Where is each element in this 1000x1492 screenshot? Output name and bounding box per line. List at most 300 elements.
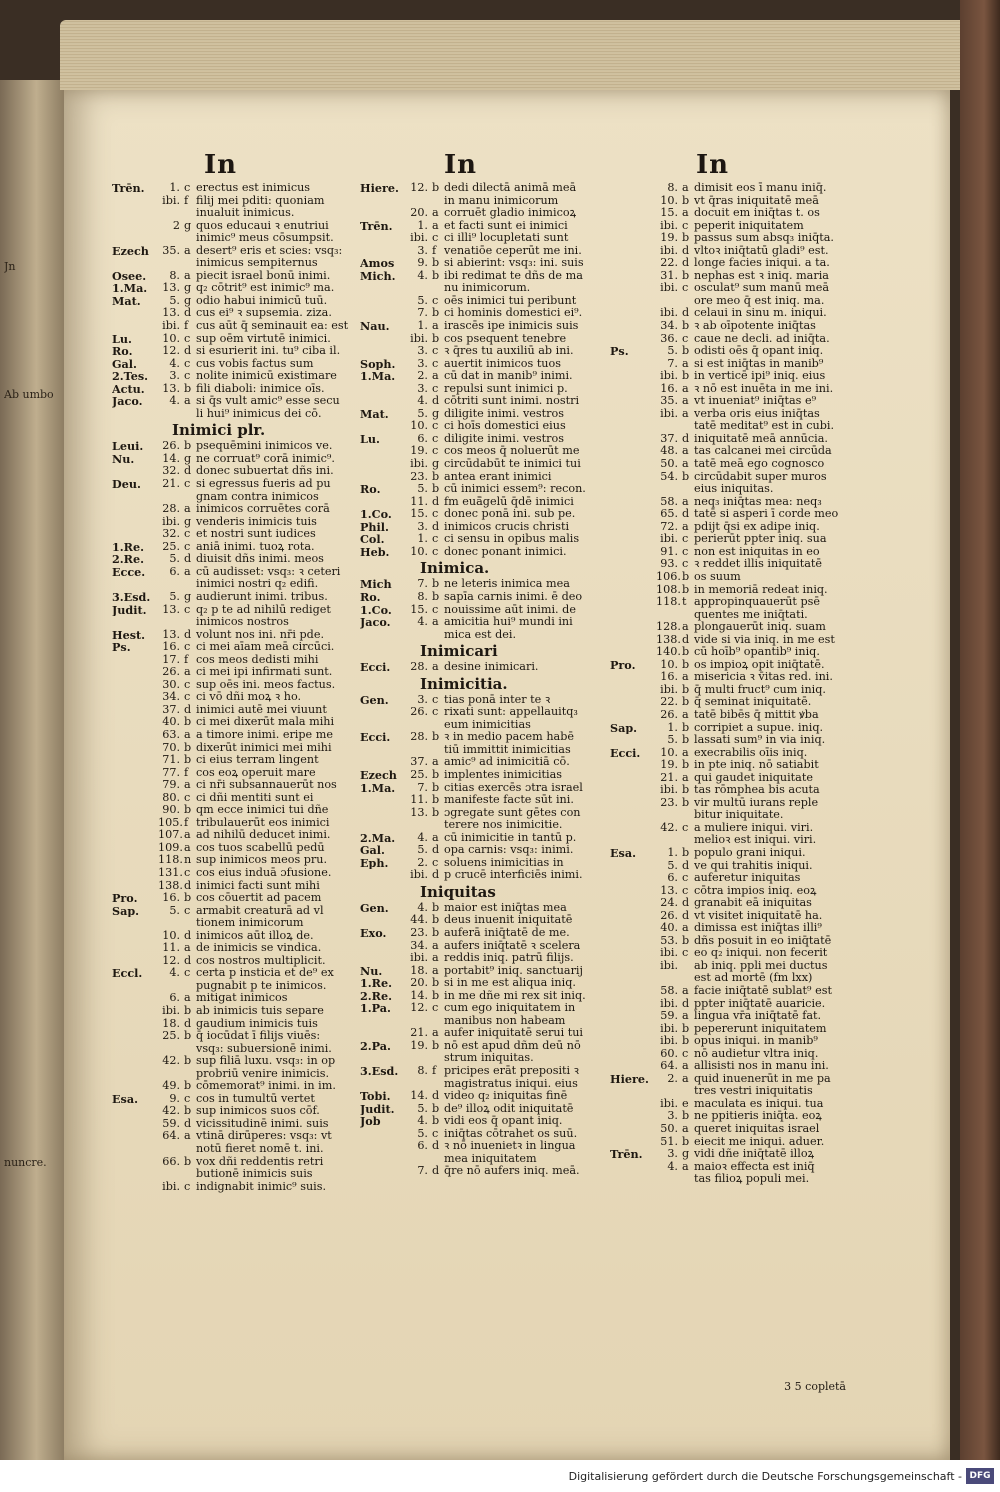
entry-text: nu inimicorum. [444,282,531,295]
entry-text: quos educaui ꝛ enutriui [196,219,329,232]
section-letter: b [184,1105,192,1118]
index-line [360,744,600,757]
book-ref [360,471,406,484]
entry-text: et nostri sunt iudices [196,528,316,541]
section-letter: d [682,307,690,320]
chapter-number [158,578,184,591]
book-ref [610,245,656,258]
entry-text: rixati sunt: appellauitq₃ [444,706,578,719]
section-letter: d [432,844,440,857]
chapter-number: 5. [417,407,428,420]
chapter-number: ibi. [660,307,678,320]
index-line [610,358,850,371]
entry-text: ppter iniq̄tatē auaricie. [694,997,826,1010]
book-ref [610,358,656,371]
index-line [112,358,352,371]
chapter-number: 5. [417,294,428,307]
index-line [610,207,850,220]
section-letter: g [682,1148,690,1161]
section-letter [432,282,444,295]
index-line [360,445,600,458]
chapter-number: 66. [162,1155,180,1168]
book-ref [112,955,158,968]
index-line [112,1156,352,1169]
entry-text: iniquitatē meā annūcia. [694,432,828,445]
section-letter [682,609,694,622]
book-ref: Ro. [112,345,133,358]
chapter-number [656,609,682,622]
book-ref [610,960,656,973]
chapter-number: ibi. [660,683,678,696]
index-line [360,807,600,820]
book-ref: 1.Ma. [112,282,148,295]
chapter-number: 26. [162,666,180,679]
index-line [610,571,850,584]
section-letter: b [682,1022,690,1035]
index-line [360,914,600,927]
book-ref [610,596,656,609]
index-line [610,1073,850,1086]
section-letter: c [184,1092,191,1105]
entry-text: inimicus sempiternus [196,257,318,270]
chapter-number [158,1168,184,1181]
book-ref [610,1161,656,1174]
index-line [112,207,352,220]
book-ref: Ecce. [112,565,146,579]
chapter-number: 9. [417,257,428,270]
entry-text: in memoriā redeat iniq. [694,583,828,596]
index-line [360,756,600,769]
entry-text: cus vobis factus sum [196,357,314,370]
index-line [360,706,600,719]
section-letter: a [432,952,439,965]
index-line [112,641,352,654]
chapter-number: 72. [660,520,678,533]
chapter-number: 7. [417,781,428,794]
book-ref: Lu. [360,432,380,446]
chapter-number: 4. [417,1115,428,1128]
book-ref [112,1055,158,1068]
entry-text: cū hoīb⁹ opantib⁹ iniq. [694,646,820,659]
entry-text: fili diaboli: inimice oīs. [196,382,325,395]
entry-text: maculata es iniqui. tua [694,1097,824,1110]
index-line [112,842,352,855]
book-ref [112,992,158,1005]
section-letter: d [432,869,440,882]
chapter-number: 64. [660,1060,678,1073]
book-ref [610,182,656,195]
book-ref: Ro. [360,483,381,496]
chapter-number: ibi. [660,533,678,546]
entry-text: gaudium inimicis tuis [196,1017,318,1030]
chapter-number: 17. [162,653,180,666]
footer-bar [0,1460,1000,1492]
book-ref [610,383,656,396]
section-letter: a [432,219,439,232]
entry-text: non est iniquitas in eo [694,545,820,558]
entry-text: sup filiā luxu. vsq₃: in op [196,1055,336,1068]
section-letter: a [682,407,689,420]
left-fragment-line: Jn [4,260,16,273]
index-line [360,1015,600,1028]
section-letter: a [682,495,689,508]
book-ref: Mat. [112,294,141,308]
book-ref: Leui. [112,440,144,453]
chapter-number: 25. [162,1030,180,1043]
index-line [112,817,352,830]
section-letter [682,483,694,496]
section-letter: b [432,914,440,927]
section-letter: b [184,804,192,817]
index-line [112,220,352,233]
entry-text: tionem inimicorum [196,917,304,930]
left-fragment-line [4,1220,60,1284]
section-letter: b [432,182,440,194]
chapter-number: 5. [667,859,678,872]
index-line [360,1153,600,1166]
index-line [112,867,352,880]
section-letter: f [432,244,437,257]
section-letter: b [682,721,690,734]
chapter-number: 23. [660,796,678,809]
entry-text: citias exercēs ɔtra israel [444,781,583,794]
running-head-right: In [696,150,730,180]
chapter-number: 77. [162,766,180,779]
index-line [360,232,600,245]
section-letter [432,629,444,642]
book-ref: Mat. [360,407,389,421]
chapter-number: 138. [656,633,681,646]
chapter-number [158,917,184,930]
book-ref [360,719,406,732]
index-line [610,1161,850,1174]
book-ref [112,654,158,667]
index-line [360,629,600,642]
index-line [112,553,352,566]
chapter-number: 30. [162,678,180,691]
chapter-number: ibi. [660,407,678,420]
entry-text: inimicos crucis christi [444,520,570,533]
entry-text: q₂ p te ad nihilū rediget [196,603,331,616]
section-letter: d [184,954,192,967]
entry-text: implentes inimicitias [444,768,563,781]
entry-text: tiū immittit inimicitias [444,743,571,756]
section-letter [682,809,694,822]
index-line [112,465,352,478]
index-line [112,408,352,421]
book-ref [112,917,158,930]
entry-text: vox dñi reddentis retri [196,1155,324,1168]
index-line [112,666,352,679]
chapter-number: ibi. [660,1097,678,1110]
index-line [610,1173,850,1186]
book-ref: Gal. [360,844,385,857]
section-letter [432,1153,444,1166]
index-line [112,892,352,905]
index-line [360,546,600,559]
index-column-3 [610,182,850,1186]
chapter-number: 6. [169,565,180,578]
index-line [610,772,850,785]
index-line [112,967,352,980]
funding-notice: Digitalisierung gefördert durch die Deutsche Forschungsgemeinschaft - [568,1470,962,1483]
chapter-number [158,408,184,421]
book-ref [610,220,656,233]
index-line [610,935,850,948]
chapter-number [656,420,682,433]
book-ref: 1.Pa. [360,1002,391,1015]
index-line [610,496,850,509]
chapter-number: 63. [162,728,180,741]
index-line [360,719,600,732]
section-letter: a [682,985,689,997]
section-letter: g [432,407,440,420]
chapter-number: 6. [417,432,428,445]
section-letter: a [432,964,439,977]
entry-text: vir multū iurans reple [694,796,819,809]
left-fragment-line [4,708,60,772]
chapter-number [656,972,682,985]
entry-text: perierūt ppter iniq. sua [694,533,827,546]
book-ref: 2.Tes. [112,370,149,383]
book-ref [610,195,656,208]
section-letter: a [184,992,191,1005]
index-line [112,704,352,717]
entry-text: ci nr̄i subsannauerūt nos [196,779,337,792]
entry-text: sup inimicos meos pru. [196,854,328,867]
book-ref [360,307,406,320]
chapter-number: ibi. [660,959,678,972]
index-line [112,829,352,842]
book-ref: Ezech [112,244,149,258]
section-letter [682,1085,694,1098]
section-letter: d [432,1140,440,1153]
chapter-number: 3. [667,1110,678,1123]
book-ref [360,869,406,882]
chapter-number: 37. [162,703,180,716]
index-line [610,722,850,735]
section-letter: a [432,370,439,383]
book-ref [112,1181,158,1194]
entry-text: cos meos dedisti mihi [196,653,319,666]
index-line [112,905,352,918]
book-ref [360,1015,406,1028]
chapter-number: 93. [660,558,678,571]
section-letter: a [682,922,689,935]
entry-text: pepererunt iniquitatem [694,1022,827,1035]
entry-text: misericia ꝛ v̄itas red. ini. [694,671,833,684]
chapter-number: ibi. [162,194,180,207]
book-ref [610,558,656,571]
index-line [112,1068,352,1081]
chapter-number: 64. [162,1130,180,1143]
section-letter: b [682,232,690,245]
entry-text: inualuit inimicus. [196,207,295,220]
index-line [112,182,352,195]
entry-text: de⁹ illoꝝ odit iniquitatē [444,1102,574,1115]
book-ref [112,867,158,880]
book-ref: 2.Pa. [360,1039,391,1053]
chapter-number [656,483,682,496]
section-letter: c [432,432,439,445]
chapter-number: 11. [410,794,428,807]
book-ref: Nau. [360,320,390,333]
book-ref: Jaco. [112,395,143,408]
entry-text: cus ei⁹ ꝛ supsemia. ziza. [196,307,332,320]
book-ref [610,897,656,910]
book-ref [360,1052,406,1065]
index-line [112,1143,352,1156]
entry-text: cū dat in manib⁹ inimi. [444,370,573,383]
entry-text: dedi dilectā animā meā [444,182,577,194]
chapter-number: 50. [660,1123,678,1136]
book-ref [610,972,656,985]
book-ref: Amos [360,257,395,270]
section-letter: a [682,1010,689,1023]
chapter-number: 19. [660,232,678,245]
chapter-number: 22. [660,257,678,270]
section-letter: f [432,1065,437,1077]
book-ref [112,1105,158,1118]
entry-text: eum inimicitias [444,718,531,731]
book-ref [360,245,406,258]
section-letter: c [432,382,439,395]
index-line [360,1140,600,1153]
entry-text: maior est iniq̄tas mea [444,901,567,914]
book-ref [610,684,656,697]
book-ref: 3.Esd. [360,1065,399,1078]
chapter-number: 4. [667,1160,678,1173]
index-line [610,872,850,885]
entry-text: corruēt gladio inimicoꝝ [444,207,577,220]
section-letter: a [432,616,439,629]
chapter-number: 10. [410,545,428,558]
book-ref [112,817,158,830]
entry-text: cū inimici essem⁹: recon. [444,483,586,496]
section-letter: a [184,244,191,257]
index-line [112,270,352,283]
entry-text: vt inueniat⁹ iniq̄tas e⁹ [694,395,817,408]
index-line [610,847,850,860]
entry-text: audierunt inimi. tribus. [196,590,328,603]
book-ref [360,629,406,642]
book-ref [112,1080,158,1093]
chapter-number: 8. [417,1065,428,1077]
book-ref: Sap. [112,904,140,918]
index-line [610,1085,850,1098]
chapter-number: 109. [158,841,183,854]
chapter-number: 5. [169,553,180,566]
index-line [360,320,600,333]
entry-text: maioꝛ effecta est iniq̄ [694,1160,815,1173]
index-line [360,832,600,845]
section-letter: c [184,332,191,345]
book-ref: 3.Esd. [112,590,151,604]
book-ref [112,779,158,792]
book-ref: Esa. [610,846,636,860]
entry-text: antea erant inimici [444,470,552,483]
chapter-number: ibi. [660,997,678,1010]
chapter-number [656,809,682,822]
chapter-number: 128. [656,621,681,634]
entry-text: reddis iniq. patrū filijs. [444,952,574,965]
index-line [360,282,600,295]
book-ref: Osee. [112,269,147,283]
book-ref [610,395,656,408]
chapter-number: 48. [660,445,678,458]
entry-text: ꝛ nō est inuēta in me ini. [694,382,834,395]
section-letter: b [184,716,192,729]
entry-text: ve qui trahitis iniqui. [694,859,813,872]
chapter-number: ibi. [410,458,428,471]
section-letter: b [432,590,440,603]
entry-text: ore meo q̄ est iniq. ma. [694,294,825,307]
section-letter: d [184,929,192,942]
entry-text: si q̄s vult amic⁹ esse secu [196,395,340,408]
chapter-number: 59. [162,1117,180,1130]
entry-text: mea iniquitatem [444,1152,537,1165]
entry-text: cos eoꝝ operuit mare [196,766,316,779]
index-line [360,483,600,496]
entry-text: tatē si asperi ī corde meo [694,508,839,521]
entry-text: cos meos q̄ noluerūt me [444,445,580,458]
index-line [610,195,850,208]
index-line [610,245,850,258]
book-ref [610,885,656,898]
entry-text: ci hoīs domestici eius [444,420,566,433]
entry-text: caue ne decli. ad iniq̄ta. [694,332,830,345]
chapter-number: ibi. [660,784,678,797]
entry-text: erectus est inimicus [196,182,311,194]
entry-text: donec ponant inimici. [444,545,567,558]
entry-text: populo grani iniqui. [694,846,806,859]
entry-text: granabit eā iniquitas [694,897,812,910]
entry-text: cos in tumultū vertet [196,1092,315,1105]
book-ref [112,1005,158,1018]
entry-text: nouissime aūt inimi. de [444,603,576,616]
book-ref [360,445,406,458]
chapter-number: 37. [660,432,678,445]
book-ref [112,491,158,504]
index-line [112,691,352,704]
chapter-number: 5. [667,734,678,747]
index-line [112,980,352,993]
book-ref [112,804,158,817]
index-line [112,955,352,968]
chapter-number: ibi. [660,1035,678,1048]
chapter-number: 79. [162,779,180,792]
entry-text: strum iniquitas. [444,1052,534,1065]
book-ref [112,578,158,591]
section-letter [682,420,694,433]
entry-text: appropinquauerūt psē [694,596,821,609]
section-letter: b [682,583,690,596]
book-ref: Ps. [610,345,629,358]
section-letter: b [184,1055,192,1068]
index-line [610,696,850,709]
index-line [610,784,850,797]
index-line [360,383,600,396]
entry-text: video q₂ iniquitas finē [444,1090,568,1103]
book-ref [610,471,656,484]
running-head-left: In [204,150,238,180]
index-line [610,320,850,333]
section-letter [184,232,196,245]
section-letter [432,744,444,757]
book-ref [112,1043,158,1056]
chapter-number: 23. [410,926,428,939]
section-letter: a [682,1060,689,1073]
